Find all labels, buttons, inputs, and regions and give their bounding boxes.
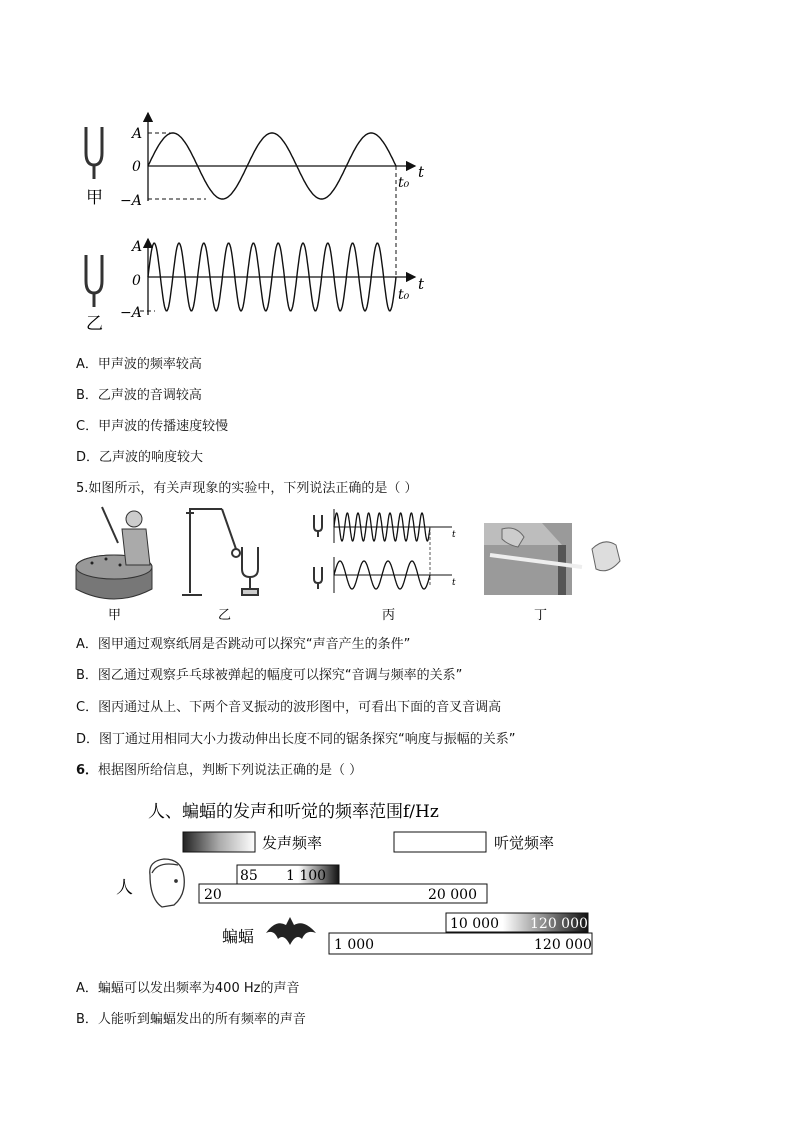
q6-number: 6． [76,763,99,778]
tuning-fork-waveform-figure [80,105,440,335]
fork-icon-top [314,515,322,537]
human-hear-high: 20 000 [428,887,477,903]
q4-option-a[interactable] [76,353,202,372]
option-text: 乙声波的响度较大 [99,450,204,465]
label-A-top: A [132,126,143,142]
option-text: 甲声波的频率较高 [97,357,202,372]
q5-experiments-figure [72,505,632,625]
tuning-fork-icon [86,127,102,179]
label-zero-top: 0 [132,159,141,175]
legend-emit-label: 发声频率 [262,834,323,852]
option-letter: A． [76,981,98,996]
option-text: 甲声波的传播速度较慢 [98,419,229,434]
label-zero-bottom: 0 [132,273,141,289]
saw-blade-illustration [484,523,620,595]
option-letter: A． [76,357,98,372]
option-text: 图丙通过从上、下两个音叉振动的波形图中，可看出下面的音叉音调高 [98,700,502,715]
human-label: 人 [116,878,133,898]
human-emit-low: 85 [240,868,258,884]
option-letter: C． [76,700,99,715]
option-text: 乙声波的音调较高 [97,388,202,403]
option-letter: B． [76,388,98,403]
human-emit-high: 1 100 [286,868,327,884]
bat-emit-low: 10 000 [450,916,499,932]
option-letter: A． [76,637,98,652]
q5-option-c[interactable] [76,696,501,715]
label-negA-top: −A [120,193,142,209]
legend-emit-swatch [183,832,255,852]
bing-t-label-bottom: t [452,578,456,588]
q6-stem [76,759,362,778]
bat-hear-low: 1 000 [334,937,375,953]
legend-hear-label: 听觉频率 [494,834,555,852]
freq-chart-title: 人、蝙蝠的发声和听觉的频率范围f/Hz [148,802,439,822]
tuning-fork-icon [86,255,102,307]
legend-hear-swatch [394,832,486,852]
option-text: 蝙蝠可以发出频率为400 Hz的声音 [97,981,300,996]
label-A-bottom: A [132,239,143,255]
fork-a-label: 甲 [86,188,103,208]
q5-stem: 5.如图所示，有关声现象的实验中，下列说法正确的是（ ） [76,481,418,496]
pingpong-fork-illustration [182,509,258,595]
human-head-icon [150,859,185,907]
option-letter: D． [76,450,100,465]
q5-fig-label-ding: 丁 [534,608,548,623]
label-t-bottom: t [418,275,425,293]
q6-option-a[interactable] [76,977,299,996]
q5-option-a[interactable] [76,633,410,652]
option-text: 图甲通过观察纸屑是否跳动可以探究“声音产生的条件” [97,637,411,652]
q6-option-b[interactable] [76,1008,306,1027]
label-t0-top: t₀ [398,175,410,191]
q5-fig-label-bing: 丙 [382,608,396,623]
wave-b-curve [148,243,396,311]
option-letter: B． [76,668,98,683]
fork-icon-bottom [314,567,322,589]
label-t0-bottom: t₀ [398,287,410,303]
q5-fig-label-jia: 甲 [108,608,122,623]
q5-option-b[interactable] [76,664,462,683]
bat-label: 蝙蝠 [222,927,255,946]
option-letter: C． [76,419,99,434]
option-letter: B． [76,1012,98,1027]
q5-fig-label-yi: 乙 [218,608,232,623]
fork-b-label: 乙 [86,314,103,334]
bat-hear-high: 120 000 [534,937,592,953]
label-t-top: t [418,163,425,181]
bing-t-label-top: t [452,530,456,540]
bat-icon [266,917,316,945]
option-letter: D． [76,732,100,747]
human-hear-low: 20 [204,887,222,903]
option-text: 图丁通过用相同大小力拨动伸出长度不同的锯条探究“响度与振幅的关系” [99,732,516,747]
option-text: 图乙通过观察乒乓球被弹起的幅度可以探究“音调与频率的关系” [97,668,463,683]
q4-option-d[interactable] [76,446,203,465]
q4-option-c[interactable] [76,415,228,434]
drum-experiment-illustration [76,507,152,599]
q5-option-d[interactable] [76,728,516,747]
q6-stem-text: 根据图所给信息，判断下列说法正确的是（ ） [98,763,363,778]
bat-emit-high: 120 000 [530,916,588,932]
option-text: 人能听到蝙蝠发出的所有频率的声音 [97,1012,306,1027]
q4-option-b[interactable] [76,384,202,403]
label-negA-bottom: −A [120,305,142,321]
frequency-range-figure [110,795,610,965]
